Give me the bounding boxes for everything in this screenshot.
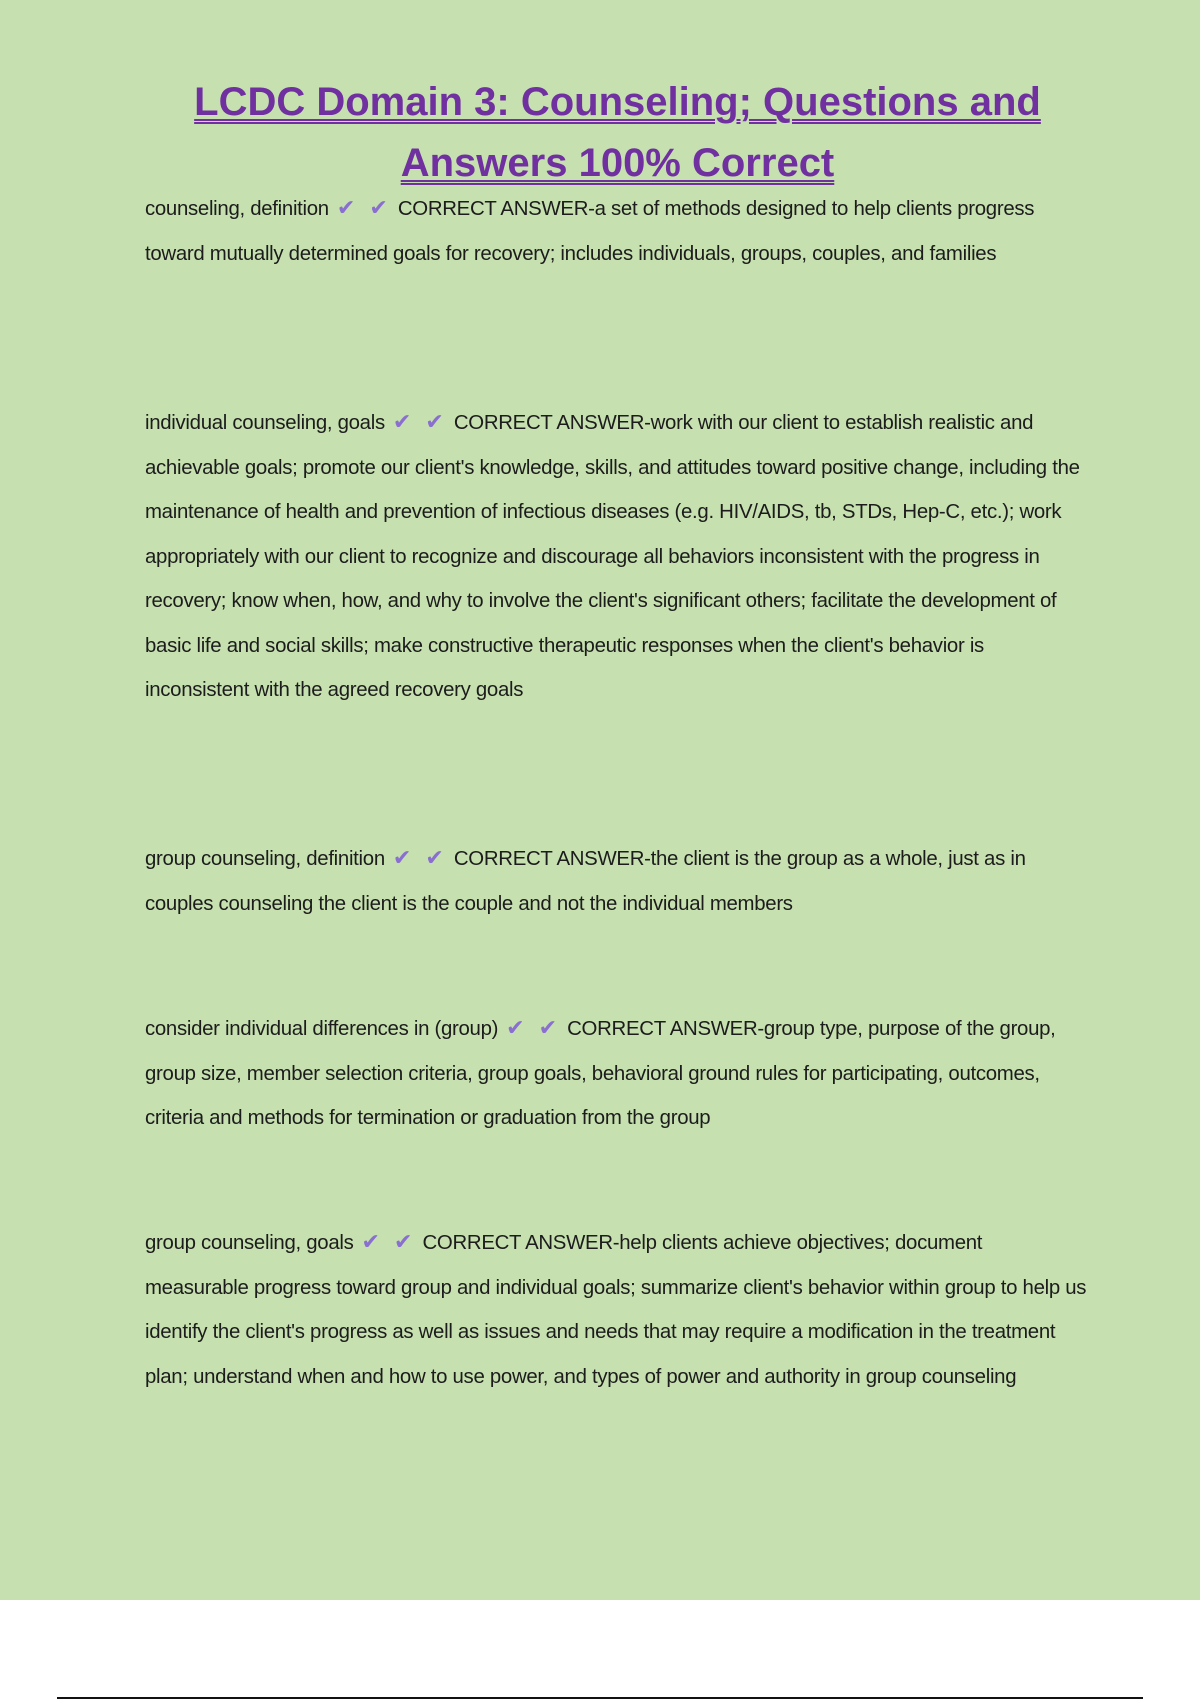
check-marks-icon: ✔ ✔ [506,1015,562,1040]
qa-entry-5 [145,1220,1090,1399]
qa-answer: CORRECT ANSWER-a set of methods designed to help clients progress toward mutually determined goals for recovery; includes individuals, groups, couples, and families [145,198,1035,265]
qa-term: group counseling, goals [145,1232,354,1254]
qa-entry-1 [145,186,1090,276]
page-title-line-1: LCDC Domain 3: Counseling; Questions and [194,80,1041,124]
qa-term: individual counseling, goals [145,412,385,434]
page-title [120,72,1115,194]
qa-answer: CORRECT ANSWER-help clients achieve objectives; document measurable progress toward group and individual goals; summarize client's behavior within group to help us identify the client's progress as well as issues and needs that may require a modification in the treatment plan; understand when and how to use power, and types of power and authority in group counseling [145,1232,1087,1388]
check-marks-icon: ✔ ✔ [392,845,448,870]
qa-answer: CORRECT ANSWER-group type, purpose of the group, group size, member selection criteria, group goals, behavioral ground rules for participating, outcomes, criteria and methods for termination or graduation from the group [145,1018,1056,1129]
qa-answer: CORRECT ANSWER-work with our client to establish realistic and achievable goals; promote our client's knowledge, skills, and attitudes toward positive change, including the maintenance of health and prevention of infectious diseases (e.g. HIV/AIDS, tb, STDs, Hep-C, etc.); work appropriately with our client to recognize and discourage all behaviors inconsistent with the progress in recovery; know when, how, and why to involve the client's significant others; facilitate the development of basic life and social skills; make constructive therapeutic responses when the client's behavior is inconsistent with the agreed recovery goals [145,412,1080,701]
check-marks-icon: ✔ ✔ [392,409,448,434]
qa-entry-2 [145,400,1090,713]
qa-answer: CORRECT ANSWER-the client is the group as a whole, just as in couples counseling the client is the couple and not the individual members [145,848,1026,915]
qa-term: counseling, definition [145,198,329,220]
page-title-line-2: Answers 100% Correct [400,141,835,185]
check-marks-icon: ✔ ✔ [336,195,392,220]
qa-entry-4 [145,1006,1090,1141]
qa-term: group counseling, definition [145,848,385,870]
qa-term: consider individual differences in (group) [145,1018,499,1040]
qa-entry-3 [145,836,1090,926]
check-marks-icon: ✔ ✔ [361,1229,417,1254]
footer-divider [57,1697,1143,1699]
